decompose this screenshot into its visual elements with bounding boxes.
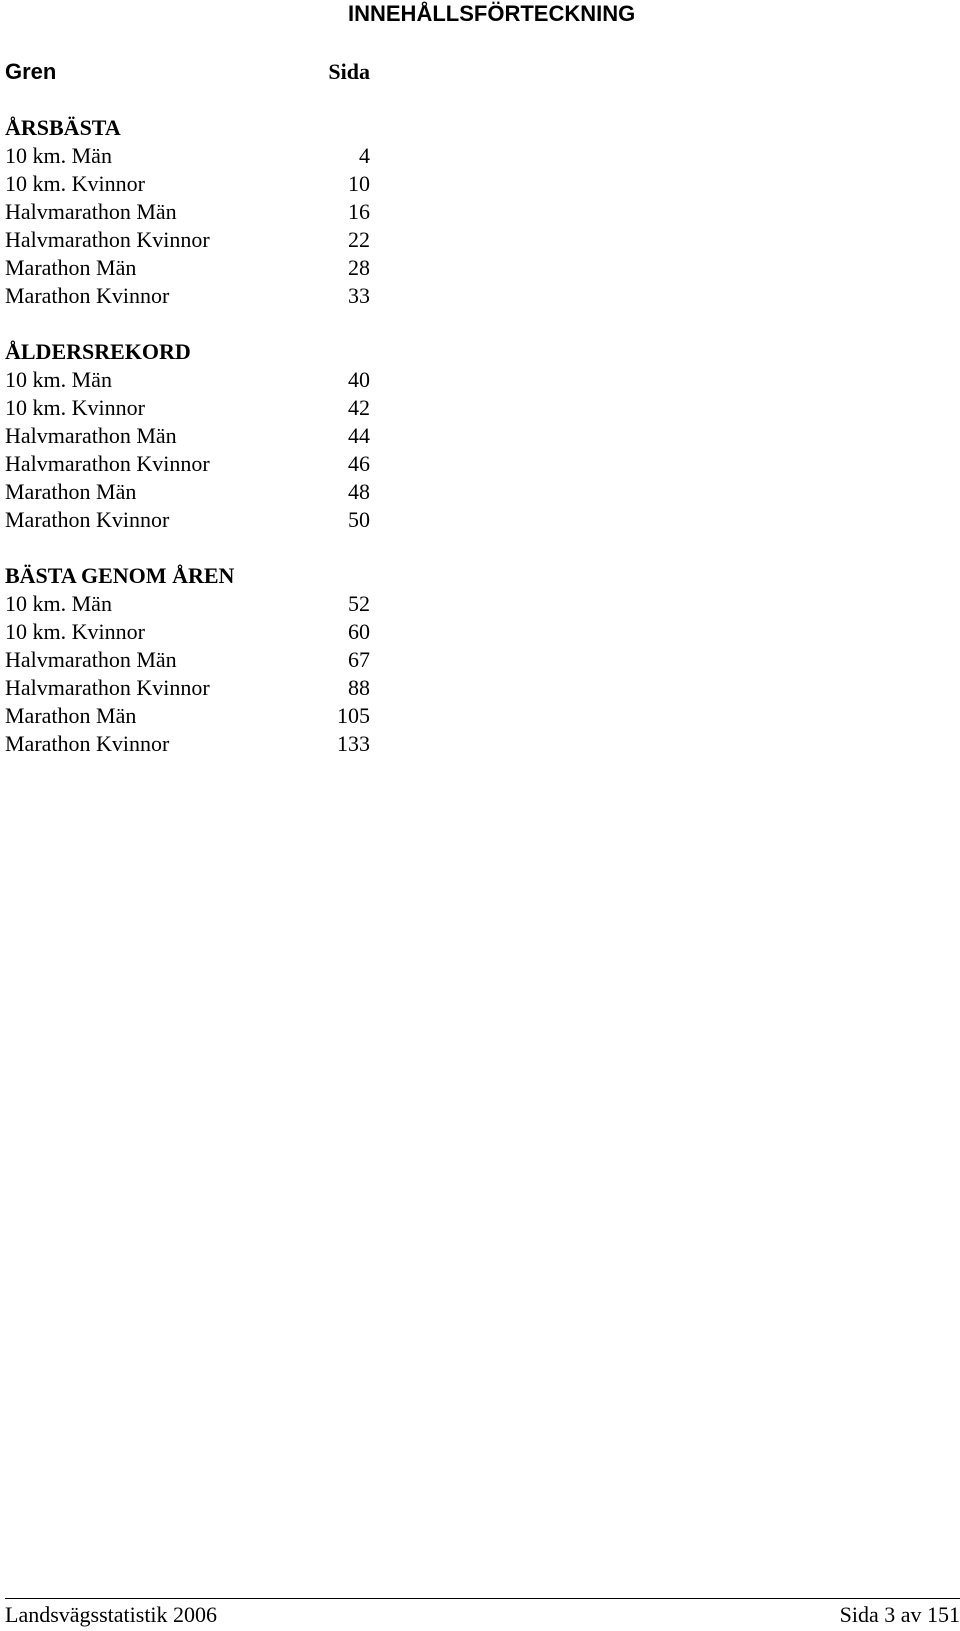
entry-label: Marathon Män (5, 255, 137, 280)
section-title: ÅRSBÄSTA (5, 115, 121, 140)
entry-page: 22 (348, 227, 370, 252)
entry-label: Halvmarathon Män (5, 199, 177, 224)
footer-page-number: Sida 3 av 151 (839, 1602, 960, 1627)
entry-label: 10 km. Kvinnor (5, 619, 145, 644)
entry-label: 10 km. Kvinnor (5, 395, 145, 420)
entry-label: Halvmarathon Kvinnor (5, 227, 210, 252)
toc-entry[interactable] (5, 198, 370, 226)
toc-entry[interactable] (5, 282, 370, 310)
entry-page: 67 (348, 647, 370, 672)
entry-page: 88 (348, 675, 370, 700)
entry-label: Halvmarathon Kvinnor (5, 675, 210, 700)
toc-section-arsbasta (5, 114, 370, 310)
table-of-contents (5, 58, 370, 758)
toc-entry[interactable] (5, 450, 370, 478)
toc-entry[interactable] (5, 618, 370, 646)
entry-page: 48 (348, 479, 370, 504)
entry-label: 10 km. Män (5, 143, 112, 168)
entry-label: 10 km. Kvinnor (5, 171, 145, 196)
toc-entry[interactable] (5, 590, 370, 618)
column-header-sida: Sida (328, 59, 370, 84)
entry-page: 46 (348, 451, 370, 476)
entry-label: Marathon Män (5, 703, 137, 728)
entry-page: 52 (348, 591, 370, 616)
section-title: BÄSTA GENOM ÅREN (5, 563, 235, 588)
entry-page: 105 (337, 703, 370, 728)
entry-page: 133 (337, 731, 370, 756)
toc-entry[interactable] (5, 646, 370, 674)
toc-entry[interactable] (5, 394, 370, 422)
entry-label: 10 km. Män (5, 367, 112, 392)
toc-section-basta-genom-aren (5, 562, 370, 758)
toc-section-aldersrekord (5, 338, 370, 534)
toc-entry[interactable] (5, 170, 370, 198)
entry-label: Halvmarathon Kvinnor (5, 451, 210, 476)
section-title: ÅLDERSREKORD (5, 339, 191, 364)
entry-page: 10 (348, 171, 370, 196)
entry-label: Marathon Kvinnor (5, 731, 170, 756)
entry-page: 44 (348, 423, 370, 448)
toc-entry[interactable] (5, 506, 370, 534)
toc-entry[interactable] (5, 478, 370, 506)
toc-entry[interactable] (5, 226, 370, 254)
entry-page: 40 (348, 367, 370, 392)
entry-page: 33 (348, 283, 370, 308)
entry-label: 10 km. Män (5, 591, 112, 616)
entry-page: 60 (348, 619, 370, 644)
toc-entry[interactable] (5, 366, 370, 394)
entry-label: Marathon Kvinnor (5, 283, 170, 308)
toc-header (5, 58, 370, 86)
entry-page: 16 (348, 199, 370, 224)
entry-page: 4 (359, 143, 370, 168)
toc-entry[interactable] (5, 702, 370, 730)
entry-label: Marathon Kvinnor (5, 507, 170, 532)
entry-label: Marathon Män (5, 479, 137, 504)
footer-publication: Landsvägsstatistik 2006 (5, 1602, 218, 1627)
column-header-gren: Gren (5, 59, 57, 84)
entry-label: Halvmarathon Män (5, 647, 177, 672)
entry-page: 28 (348, 255, 370, 280)
toc-entry[interactable] (5, 674, 370, 702)
page-footer (5, 1598, 960, 1631)
toc-entry[interactable] (5, 730, 370, 758)
entry-page: 50 (348, 507, 370, 532)
toc-entry[interactable] (5, 142, 370, 170)
entry-label: Halvmarathon Män (5, 423, 177, 448)
entry-page: 42 (348, 395, 370, 420)
toc-entry[interactable] (5, 422, 370, 450)
toc-entry[interactable] (5, 254, 370, 282)
page-title: INNEHÅLLSFÖRTECKNING (348, 1, 636, 26)
